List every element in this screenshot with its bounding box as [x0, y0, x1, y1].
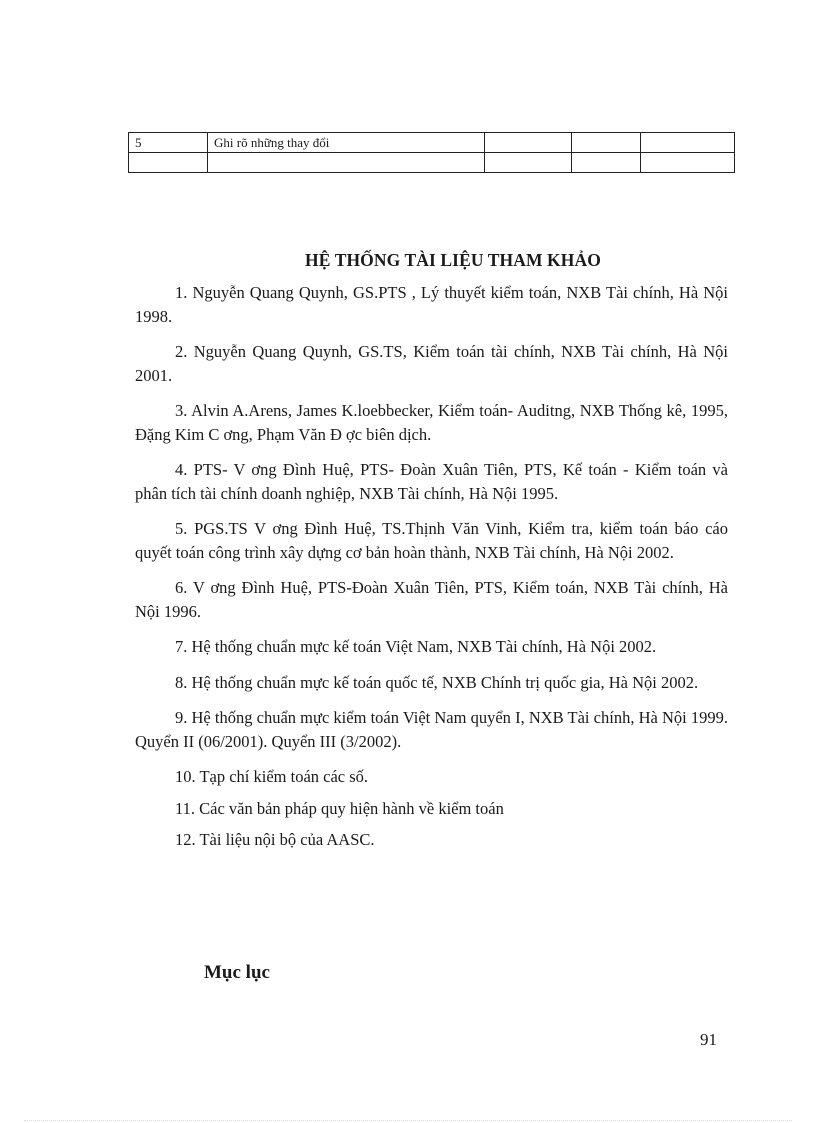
page-bottom-divider [24, 1120, 792, 1121]
changes-table [128, 132, 735, 173]
table-cell [485, 133, 572, 153]
reference-item: 3. Alvin A.Arens, James K.loebbecker, Kiểm toán- Auditng, NXB Thống kê, 1995, Đặng Kim C ơng, Phạm Văn Đ ợc biên dịch. [135, 401, 728, 444]
reference-item: 5. PGS.TS V ơng Đình Huệ, TS.Thịnh Văn Vinh, Kiểm tra, kiểm toán báo cáo quyết toán công trình xây dựng cơ bản hoàn thành, NXB Tài chính, Hà Nội 2002. [135, 519, 728, 562]
table-cell [641, 153, 735, 173]
reference-item: 10. Tạp chí kiểm toán các số. [175, 767, 369, 786]
reference-item: 11. Các văn bản pháp quy hiện hành về kiểm toán [175, 798, 504, 818]
table-cell: Ghi rõ những thay đổi [208, 133, 485, 153]
reference-item: 2. Nguyễn Quang Quynh, GS.TS, Kiểm toán tài chính, NXB Tài chính, Hà Nội 2001. [135, 342, 728, 385]
table-cell [485, 153, 572, 173]
reference-item: 12. Tài liệu nội bộ của AASC. [175, 830, 375, 849]
reference-item: 8. Hệ thống chuẩn mực kế toán quốc tế, NXB Chính trị quốc gia, Hà Nội 2002. [175, 672, 699, 692]
page-number: 91 [700, 1030, 717, 1049]
reference-item: 7. Hệ thống chuẩn mực kế toán Việt Nam, NXB Tài chính, Hà Nội 2002. [175, 637, 657, 656]
reference-item: 9. Hệ thống chuẩn mực kiểm toán Việt Nam quyển I, NXB Tài chính, Hà Nội 1999. Quyển II (06/2001). Quyển III (3/2002). [135, 708, 728, 751]
references-heading: HỆ THỐNG TÀI LIỆU THAM KHẢO [305, 250, 601, 270]
table-row [129, 153, 735, 173]
table-cell: 5 [129, 133, 208, 153]
reference-item: 4. PTS- V ơng Đình Huệ, PTS- Đoàn Xuân Tiên, PTS, Kế toán - Kiểm toán và phân tích tài chính doanh nghiệp, NXB Tài chính, Hà Nội 1995. [135, 460, 728, 503]
table-cell [572, 133, 641, 153]
references-list [135, 281, 728, 860]
table-of-contents-title: Mục lục [204, 962, 270, 983]
table-cell [641, 133, 735, 153]
table-cell [208, 153, 485, 173]
table-cell [572, 153, 641, 173]
table-row [129, 133, 735, 153]
reference-item: 6. V ơng Đình Huệ, PTS-Đoàn Xuân Tiên, PTS, Kiểm toán, NXB Tài chính, Hà Nội 1996. [135, 578, 728, 621]
reference-item: 1. Nguyễn Quang Quynh, GS.PTS , Lý thuyết kiểm toán, NXB Tài chính, Hà Nội 1998. [135, 283, 728, 326]
table-cell [129, 153, 208, 173]
